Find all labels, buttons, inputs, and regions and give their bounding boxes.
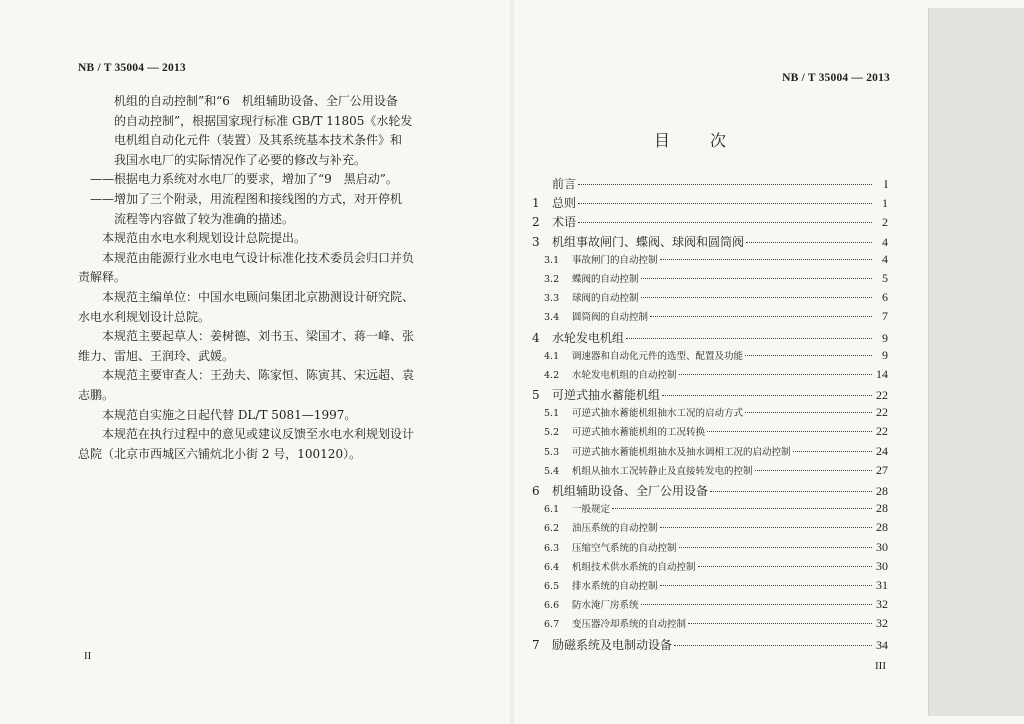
toc-entry-title: 圆筒阀的自动控制: [572, 312, 649, 324]
toc-entry: [532, 271, 888, 290]
toc-entry-page: 28: [876, 484, 888, 498]
toc-entry: [532, 444, 888, 463]
toc-entry-number: 6.7: [544, 619, 560, 631]
toc-leader-dots: [650, 316, 872, 317]
toc-entry-title: 防水淹厂房系统: [572, 600, 639, 612]
table-of-contents: [532, 175, 888, 655]
toc-entry-number: 5: [532, 388, 540, 403]
toc-entry-page: 27: [876, 462, 888, 477]
body-line: 本规范由能源行业水电电气设计标准化技术委员会归口并负: [102, 250, 415, 265]
body-line: 本规范主要起草人：姜树德、刘书玉、梁国才、蒋一峰、张: [102, 329, 415, 344]
toc-entry-title: 可逆式抽水蓄能机组抽水工况的启动方式: [572, 408, 744, 420]
toc-entry: [532, 482, 888, 501]
toc-entry-number: 6.6: [544, 600, 560, 612]
toc-leader-dots: [793, 451, 872, 452]
toc-entry-title: 事故闸门的自动控制: [572, 254, 658, 266]
toc-entry: [532, 463, 888, 482]
toc-entry-number: 6.5: [544, 580, 560, 592]
left-body-text: [78, 92, 446, 464]
toc-entry-title: 可逆式抽水蓄能机组: [552, 388, 661, 403]
toc-entry: [532, 540, 888, 559]
body-line: 流程等内容做了较为准确的描述。: [114, 211, 295, 226]
toc-leader-dots: [755, 470, 872, 471]
toc-entry-page: 22: [876, 424, 888, 439]
toc-entry: [532, 348, 888, 367]
toc-entry-title: 励磁系统及电制动设备: [552, 637, 673, 652]
toc-entry-number: 3.2: [544, 273, 560, 285]
toc-entry: [532, 405, 888, 424]
toc-leader-dots: [612, 508, 872, 509]
toc-leader-dots: [641, 278, 872, 279]
toc-entry-title: 油压系统的自动控制: [572, 523, 658, 535]
toc-leader-dots: [578, 203, 872, 204]
toc-entry: [532, 559, 888, 578]
toc-entry-title: 可逆式抽水蓄能机组的工况转换: [572, 427, 706, 439]
toc-entry-title: 一般规定: [572, 504, 611, 516]
body-line: 本规范自实施之日起代替 DL/T 5081—1997。: [102, 407, 357, 422]
body-line: 本规范主要审查人：王劲夫、陈家恒、陈寅其、宋远超、袁: [102, 368, 415, 383]
toc-entry-page: 22: [876, 388, 888, 403]
toc-entry-number: 3.4: [544, 312, 560, 324]
toc-entry-page: 31: [876, 577, 888, 592]
toc-entry: [532, 213, 888, 232]
toc-entry: [532, 329, 888, 348]
toc-leader-dots: [578, 184, 872, 185]
toc-leader-dots: [707, 431, 872, 432]
toc-entry-page: 32: [876, 616, 888, 631]
scan-edge: [928, 8, 1024, 716]
toc-entry-page: 9: [882, 330, 888, 345]
toc-entry-title: 蝶阀的自动控制: [572, 273, 639, 285]
toc-entry-page: 22: [876, 405, 888, 420]
toc-title: 目次: [653, 131, 766, 150]
toc-entry-number: 3: [532, 234, 540, 249]
toc-leader-dots: [578, 222, 872, 223]
toc-entry: [532, 252, 888, 271]
toc-entry-number: 2: [532, 215, 540, 230]
toc-leader-dots: [660, 259, 872, 260]
toc-entry-number: 4.2: [544, 369, 560, 381]
toc-entry: [532, 520, 888, 539]
toc-entry-number: 5.1: [544, 408, 560, 420]
body-line: 电机组自动化元件（装置）及其系统基本技术条件》和: [114, 133, 403, 148]
toc-entry-page: 30: [876, 539, 888, 554]
body-line: 水电水利规划设计总院。: [78, 309, 211, 324]
toc-entry-number: 5.4: [544, 465, 560, 477]
toc-leader-dots: [745, 412, 872, 413]
body-line: 的自动控制”，根据国家现行标准 GB/T 11805《水轮发: [114, 113, 413, 128]
toc-leader-dots: [710, 491, 872, 492]
toc-entry-title: 总则: [552, 196, 577, 211]
toc-leader-dots: [679, 547, 872, 548]
toc-entry-title: 排水系统的自动控制: [572, 580, 658, 592]
body-line: 总院（北京市西城区六铺炕北小街 2 号，100120）。: [78, 446, 362, 461]
body-line: ——根据电力系统对水电厂的要求，增加了“9 黑启动”。: [90, 172, 398, 187]
left-page-number: II: [84, 650, 92, 662]
toc-entry: [532, 578, 888, 597]
toc-entry-page: 6: [882, 290, 888, 305]
toc-entry: [532, 233, 888, 252]
toc-entry-title: 调速器和自动化元件的选型、配置及功能: [572, 350, 744, 362]
toc-entry: [532, 386, 888, 405]
toc-entry-page: 14: [876, 366, 888, 381]
toc-entry-page: 30: [876, 558, 888, 573]
toc-entry-number: 1: [532, 196, 540, 211]
toc-leader-dots: [662, 395, 872, 396]
body-line: ——增加了三个附录，用流程图和接线图的方式，对开停机: [90, 191, 403, 206]
toc-leader-dots: [746, 242, 872, 243]
toc-entry-number: 6.2: [544, 523, 560, 535]
toc-entry-title: 可逆式抽水蓄能机组抽水及抽水调相工况的启动控制: [572, 446, 791, 458]
toc-entry: [532, 175, 888, 194]
left-page: [70, 50, 470, 670]
toc-entry-title: 球阀的自动控制: [572, 293, 639, 305]
right-header-standard-code: NB / T 35004 — 2013: [782, 72, 890, 84]
toc-entry-number: 6: [532, 484, 540, 498]
toc-entry-number: 4.1: [544, 350, 560, 362]
toc-entry-title: 机组从抽水工况转静止及直接转发电的控制: [572, 465, 753, 477]
toc-entry-page: 32: [876, 597, 888, 612]
toc-entry-title: 机组辅助设备、全厂公用设备: [552, 484, 709, 498]
toc-leader-dots: [688, 623, 872, 624]
page-fold: [510, 0, 514, 724]
toc-entry: [532, 501, 888, 520]
body-line: 志鹏。: [78, 387, 115, 402]
toc-leader-dots: [660, 585, 872, 586]
toc-entry-page: 2: [882, 215, 888, 230]
toc-entry-page: 24: [876, 443, 888, 458]
toc-entry: [532, 309, 888, 328]
body-line: 责解释。: [78, 270, 127, 285]
body-line: 本规范在执行过程中的意见或建议反馈至水电水利规划设计: [102, 427, 415, 442]
toc-leader-dots: [674, 645, 872, 646]
toc-entry-page: 7: [882, 309, 888, 324]
toc-entry-title: 术语: [552, 215, 577, 230]
body-line: 我国水电厂的实际情况作了必要的修改与补充。: [114, 152, 367, 167]
right-page: [520, 62, 900, 682]
toc-entry-number: 5.2: [544, 427, 560, 439]
toc-entry-number: 6.4: [544, 561, 560, 573]
toc-entry-page: 9: [882, 347, 888, 362]
toc-entry-title: 前言: [552, 177, 577, 191]
toc-entry: [532, 597, 888, 616]
body-line: 本规范由水电水利规划设计总院提出。: [102, 231, 307, 246]
toc-leader-dots: [745, 355, 872, 356]
toc-entry-page: 4: [882, 251, 888, 266]
toc-entry-page: I: [884, 177, 888, 191]
toc-leader-dots: [698, 566, 872, 567]
toc-entry-number: 4: [532, 330, 540, 345]
toc-entry-number: 6.3: [544, 542, 560, 554]
toc-leader-dots: [679, 374, 872, 375]
toc-entry-title: 变压器冷却系统的自动控制: [572, 619, 687, 631]
toc-entry-number: 7: [532, 637, 540, 652]
toc-entry-title: 水轮发电机组: [552, 330, 625, 345]
left-header-standard-code: NB / T 35004 — 2013: [78, 62, 186, 74]
toc-entry-number: 6.1: [544, 504, 560, 516]
toc-entry-title: 机组技术供水系统的自动控制: [572, 561, 696, 573]
toc-entry-page: 5: [882, 270, 888, 285]
toc-entry-title: 水轮发电机组的自动控制: [572, 369, 677, 381]
toc-entry-number: 3.1: [544, 254, 560, 266]
toc-entry: [532, 424, 888, 443]
toc-entry-page: 28: [876, 501, 888, 516]
toc-entry: [532, 636, 888, 655]
toc-leader-dots: [641, 604, 872, 605]
toc-leader-dots: [626, 338, 872, 339]
toc-entry-number: 5.3: [544, 446, 560, 458]
body-line: 本规范主编单位：中国水电顾问集团北京勘测设计研究院、: [102, 289, 415, 304]
toc-entry-page: 34: [876, 637, 888, 652]
toc-entry: [532, 194, 888, 213]
toc-entry: [532, 616, 888, 635]
toc-entry-page: 1: [882, 196, 888, 211]
toc-entry-number: 3.3: [544, 293, 560, 305]
body-line: 维力、雷旭、王润玲、武媛。: [78, 348, 235, 363]
toc-entry-page: 28: [876, 520, 888, 535]
toc-entry-page: 4: [882, 234, 888, 249]
toc-entry-title: 压缩空气系统的自动控制: [572, 542, 677, 554]
toc-entry: [532, 367, 888, 386]
toc-entry: [532, 290, 888, 309]
toc-leader-dots: [641, 297, 872, 298]
toc-entry-title: 机组事故闸门、蝶阀、球阀和圆筒阀: [552, 234, 745, 249]
body-line: 机组的自动控制”和“6 机组辅助设备、全厂公用设备: [114, 94, 398, 108]
right-page-number: III: [875, 660, 886, 672]
toc-leader-dots: [660, 527, 872, 528]
